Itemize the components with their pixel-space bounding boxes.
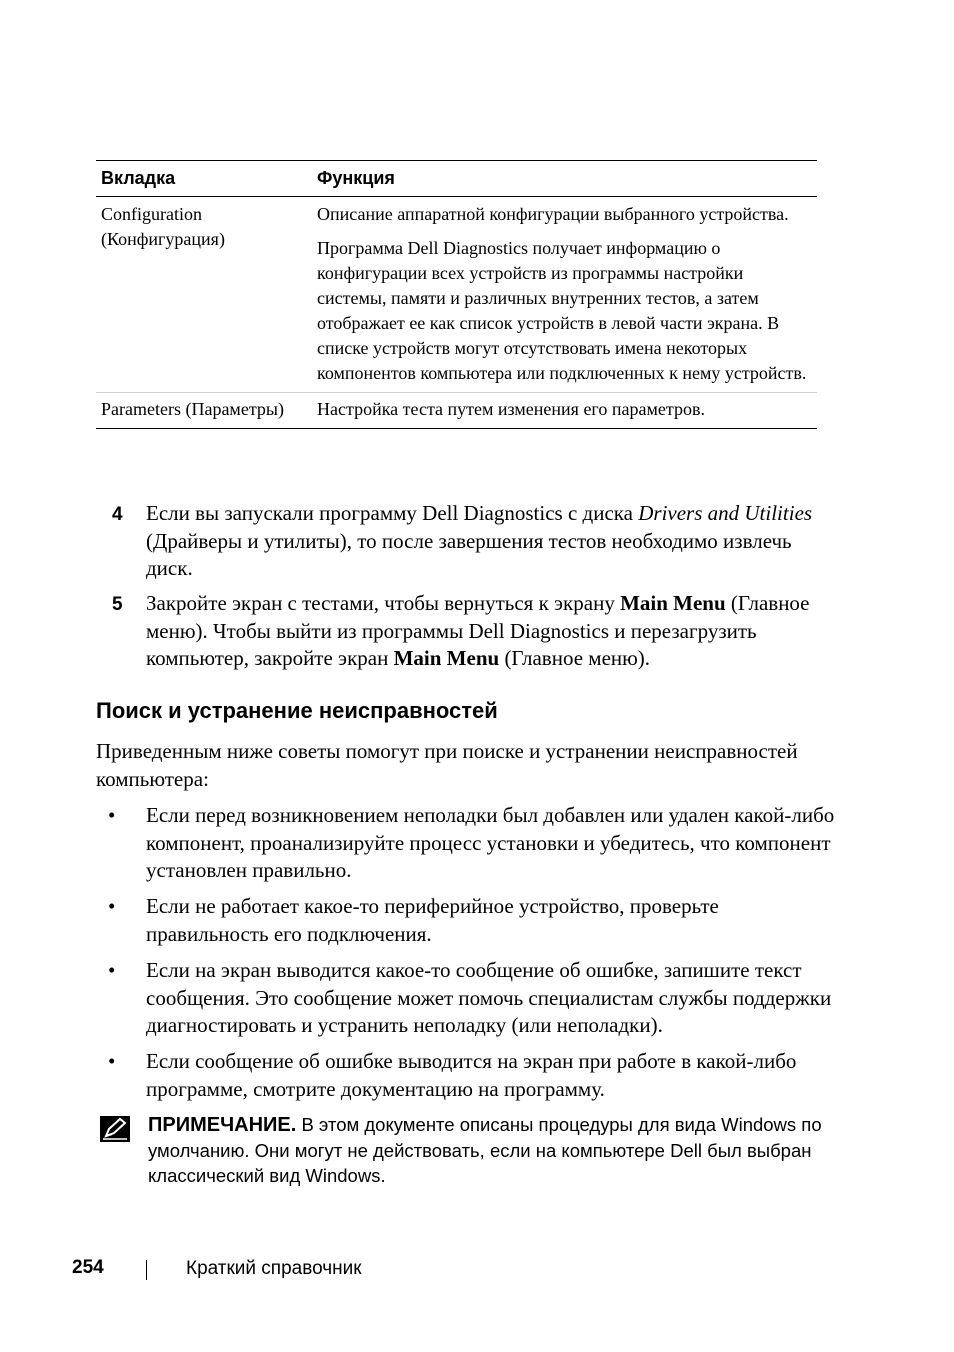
step-text-part: (Главное меню). Чтобы выйти из программы Dell Diagnostics и перезагрузить компьютер, закройте экран <box>146 591 810 670</box>
footer-separator <box>146 1260 147 1280</box>
table-row <box>96 393 817 428</box>
header-function: Функция <box>317 168 395 188</box>
step-text-part: Если вы запускали программу Dell Diagnostics с диска <box>146 501 639 525</box>
section-title: Поиск и устранение неисправностей <box>96 698 498 723</box>
row-tab-name: Parameters (Параметры) <box>101 399 284 419</box>
section-intro: Приведенным ниже советы помогут при поиске и устранении неисправностей компьютера: <box>96 739 798 791</box>
table-header <box>96 161 817 197</box>
step-number: 4 <box>112 504 123 525</box>
note-block <box>148 1112 828 1188</box>
step-text-part: (Главное меню). <box>499 646 651 670</box>
list-item-text: Если не работает какое-то периферийное устройство, проверьте правильность его подключения. <box>146 894 719 946</box>
header-tab: Вкладка <box>101 168 176 188</box>
step-text-bold: Main Menu <box>620 591 726 615</box>
row-function <box>317 202 817 386</box>
page-number: 254 <box>72 1257 104 1278</box>
function-paragraph: Настройка теста путем изменения его параметров. <box>317 399 705 419</box>
list-item-text: Если на экран выводится какое-то сообщение об ошибке, запишите текст сообщения. Это сообщение может помочь специалистам службы поддержки диагностировать и устранить неполадку (или неполадки). <box>146 958 832 1037</box>
step-text <box>146 590 826 673</box>
footer-title: Краткий справочник <box>186 1258 362 1279</box>
step-number: 5 <box>112 594 123 615</box>
list-item-text: Если перед возникновением неполадки был добавлен или удален какой-либо компонент, проанализируйте процесс установки и убедитесь, что компонент установлен правильно. <box>146 803 835 882</box>
bullet-icon: • <box>108 958 116 982</box>
step-text-part: Закройте экран с тестами, чтобы вернуться к экрану <box>146 591 621 615</box>
row-function <box>317 397 817 422</box>
function-paragraph: Программа Dell Diagnostics получает информацию о конфигурации всех устройств из программы настройки системы, памяти и различных внутренних тестов, а затем отображает ее как список устройств в левой части экрана. В списке устройств могут отсутствовать имена некоторых компонентов компьютера или подключенных к нему устройств. <box>317 238 807 383</box>
step-text-part: (Драйверы и утилиты), то после завершения тестов необходимо извлечь диск. <box>146 528 792 580</box>
table-row <box>96 197 817 393</box>
tabs-table <box>96 160 817 429</box>
note-text: В этом документе описаны процедуры для вида Windows по умолчанию. Они могут не действовать, если на компьютере Dell был выбран классический вид Windows. <box>148 1114 822 1186</box>
bullet-icon: • <box>108 894 116 918</box>
step-text <box>146 500 826 583</box>
step-text-bold: Main Menu <box>393 646 500 670</box>
list-item-text: Если сообщение об ошибке выводится на экран при работе в какой-либо программе, смотрите документацию на программу. <box>146 1049 797 1101</box>
bullet-icon: • <box>108 1049 116 1073</box>
function-paragraph: Описание аппаратной конфигурации выбранного устройства. <box>317 204 789 224</box>
bullet-icon: • <box>108 803 116 827</box>
row-tab-name: Configuration (Конфигурация) <box>101 204 225 249</box>
step-text-italic: Drivers and Utilities <box>638 501 813 525</box>
note-label: ПРИМЕЧАНИЕ. <box>148 1114 297 1136</box>
note-pencil-icon <box>100 1116 130 1142</box>
